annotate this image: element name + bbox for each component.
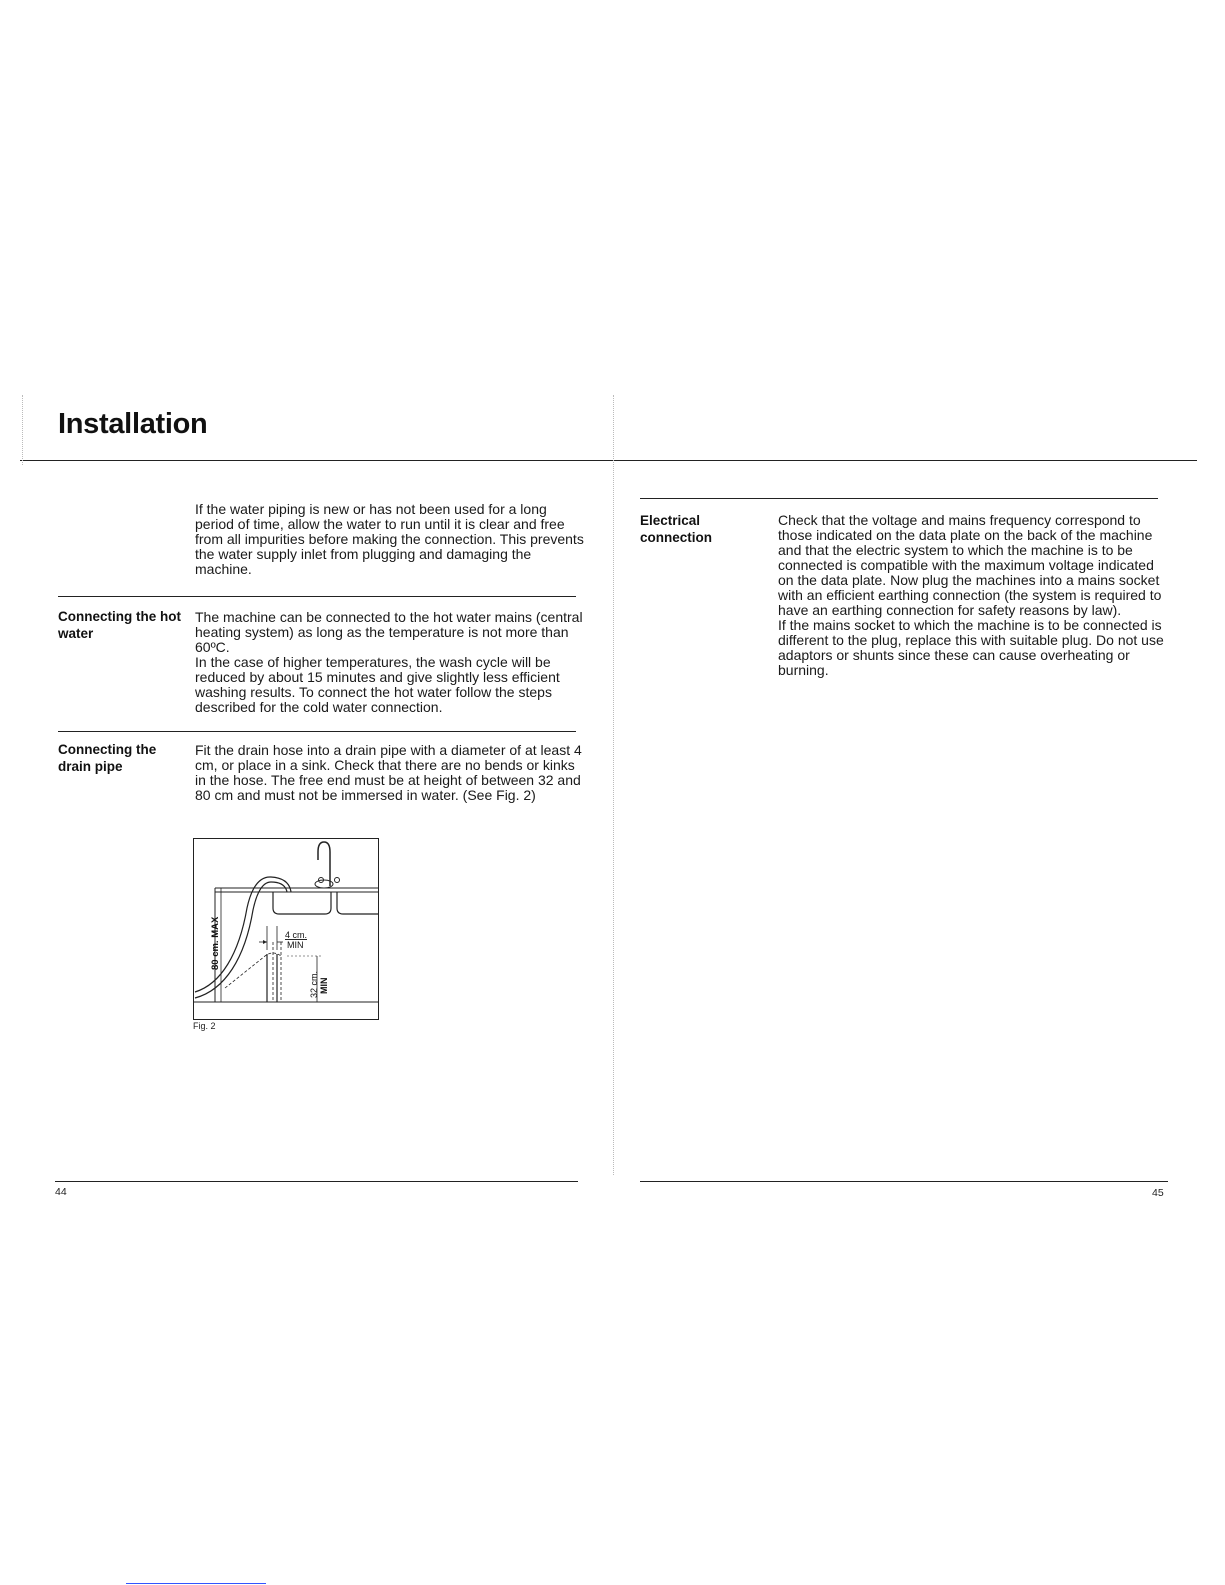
electrical-body xyxy=(778,513,1170,678)
hot-water-text-2: In the case of higher temperatures, the wash cycle will be reduced by about 15 minutes and give slightly less efficient washing results. To connect the hot water follow the steps described for the cold water connection. xyxy=(195,654,560,715)
figure-label-4cm: 4 cm. xyxy=(285,930,308,940)
figure-label-32cm: 32 cm. xyxy=(309,970,319,998)
drain-body xyxy=(195,743,587,803)
hot-water-label: Connecting the hot water xyxy=(58,609,181,641)
figure-2-diagram xyxy=(193,838,379,1020)
drain-text: Fit the drain hose into a drain pipe with a diameter of at least 4 cm, or place in a sink. Check that there are no bends or kinks in the hose. The free end must be at height of between 32 and 80 cm and must not be immersed in water. (See Fig. 2) xyxy=(195,742,582,803)
figure-label-80cm-max: 80 cm. MAX xyxy=(210,916,221,970)
hot-water-body xyxy=(195,610,587,715)
page-number-right: 45 xyxy=(1152,1187,1164,1199)
intro-paragraph xyxy=(195,502,587,577)
drain-label: Connecting the drain pipe xyxy=(58,742,157,774)
header-rule-left xyxy=(20,460,615,461)
page-title: Installation xyxy=(58,408,208,440)
section-rule-hot-water xyxy=(58,596,576,597)
electrical-text-1: Check that the voltage and mains frequency correspond to those indicated on the data plate on the back of the machine and that the electric system to which the machine is to be connected is compatible with the maximum voltage indicated on the data plate. Now plug the machines into a mains socket with an efficient earthing connection (the system is required to have an earthing connection for safety reasons by law). xyxy=(778,512,1162,618)
electrical-text-2: If the mains socket to which the machine is to be connected is different to the plug, replace this with suitable plug. Do not use adaptors or shunts since these can cause overheating or burning. xyxy=(778,617,1164,678)
hot-water-text-1: The machine can be connected to the hot water mains (central heating system) as long as the temperature is not more than 60ºC. xyxy=(195,609,583,655)
figure-caption: Fig. 2 xyxy=(193,1021,216,1031)
footer-rule-right xyxy=(640,1181,1168,1182)
left-margin-mark xyxy=(22,395,23,465)
scan-edge-line xyxy=(126,1583,266,1584)
electrical-label: Electrical connection xyxy=(640,513,713,545)
header-rule-right xyxy=(612,460,1197,461)
figure-label-4cm-min: MIN xyxy=(287,940,304,950)
intro-text: If the water piping is new or has not been used for a long period of time, allow the water to run until it is clear and free from all impurities before making the connection. This prevents the water supply inlet from plugging and damaging the machine. xyxy=(195,501,584,577)
footer-rule-left xyxy=(55,1181,578,1182)
section-rule-drain xyxy=(58,731,576,732)
section-rule-electrical xyxy=(640,498,1158,499)
page-number-left: 44 xyxy=(55,1186,67,1198)
figure-label-32cm-min: MIN xyxy=(319,977,329,994)
center-fold-mark xyxy=(613,395,614,1175)
